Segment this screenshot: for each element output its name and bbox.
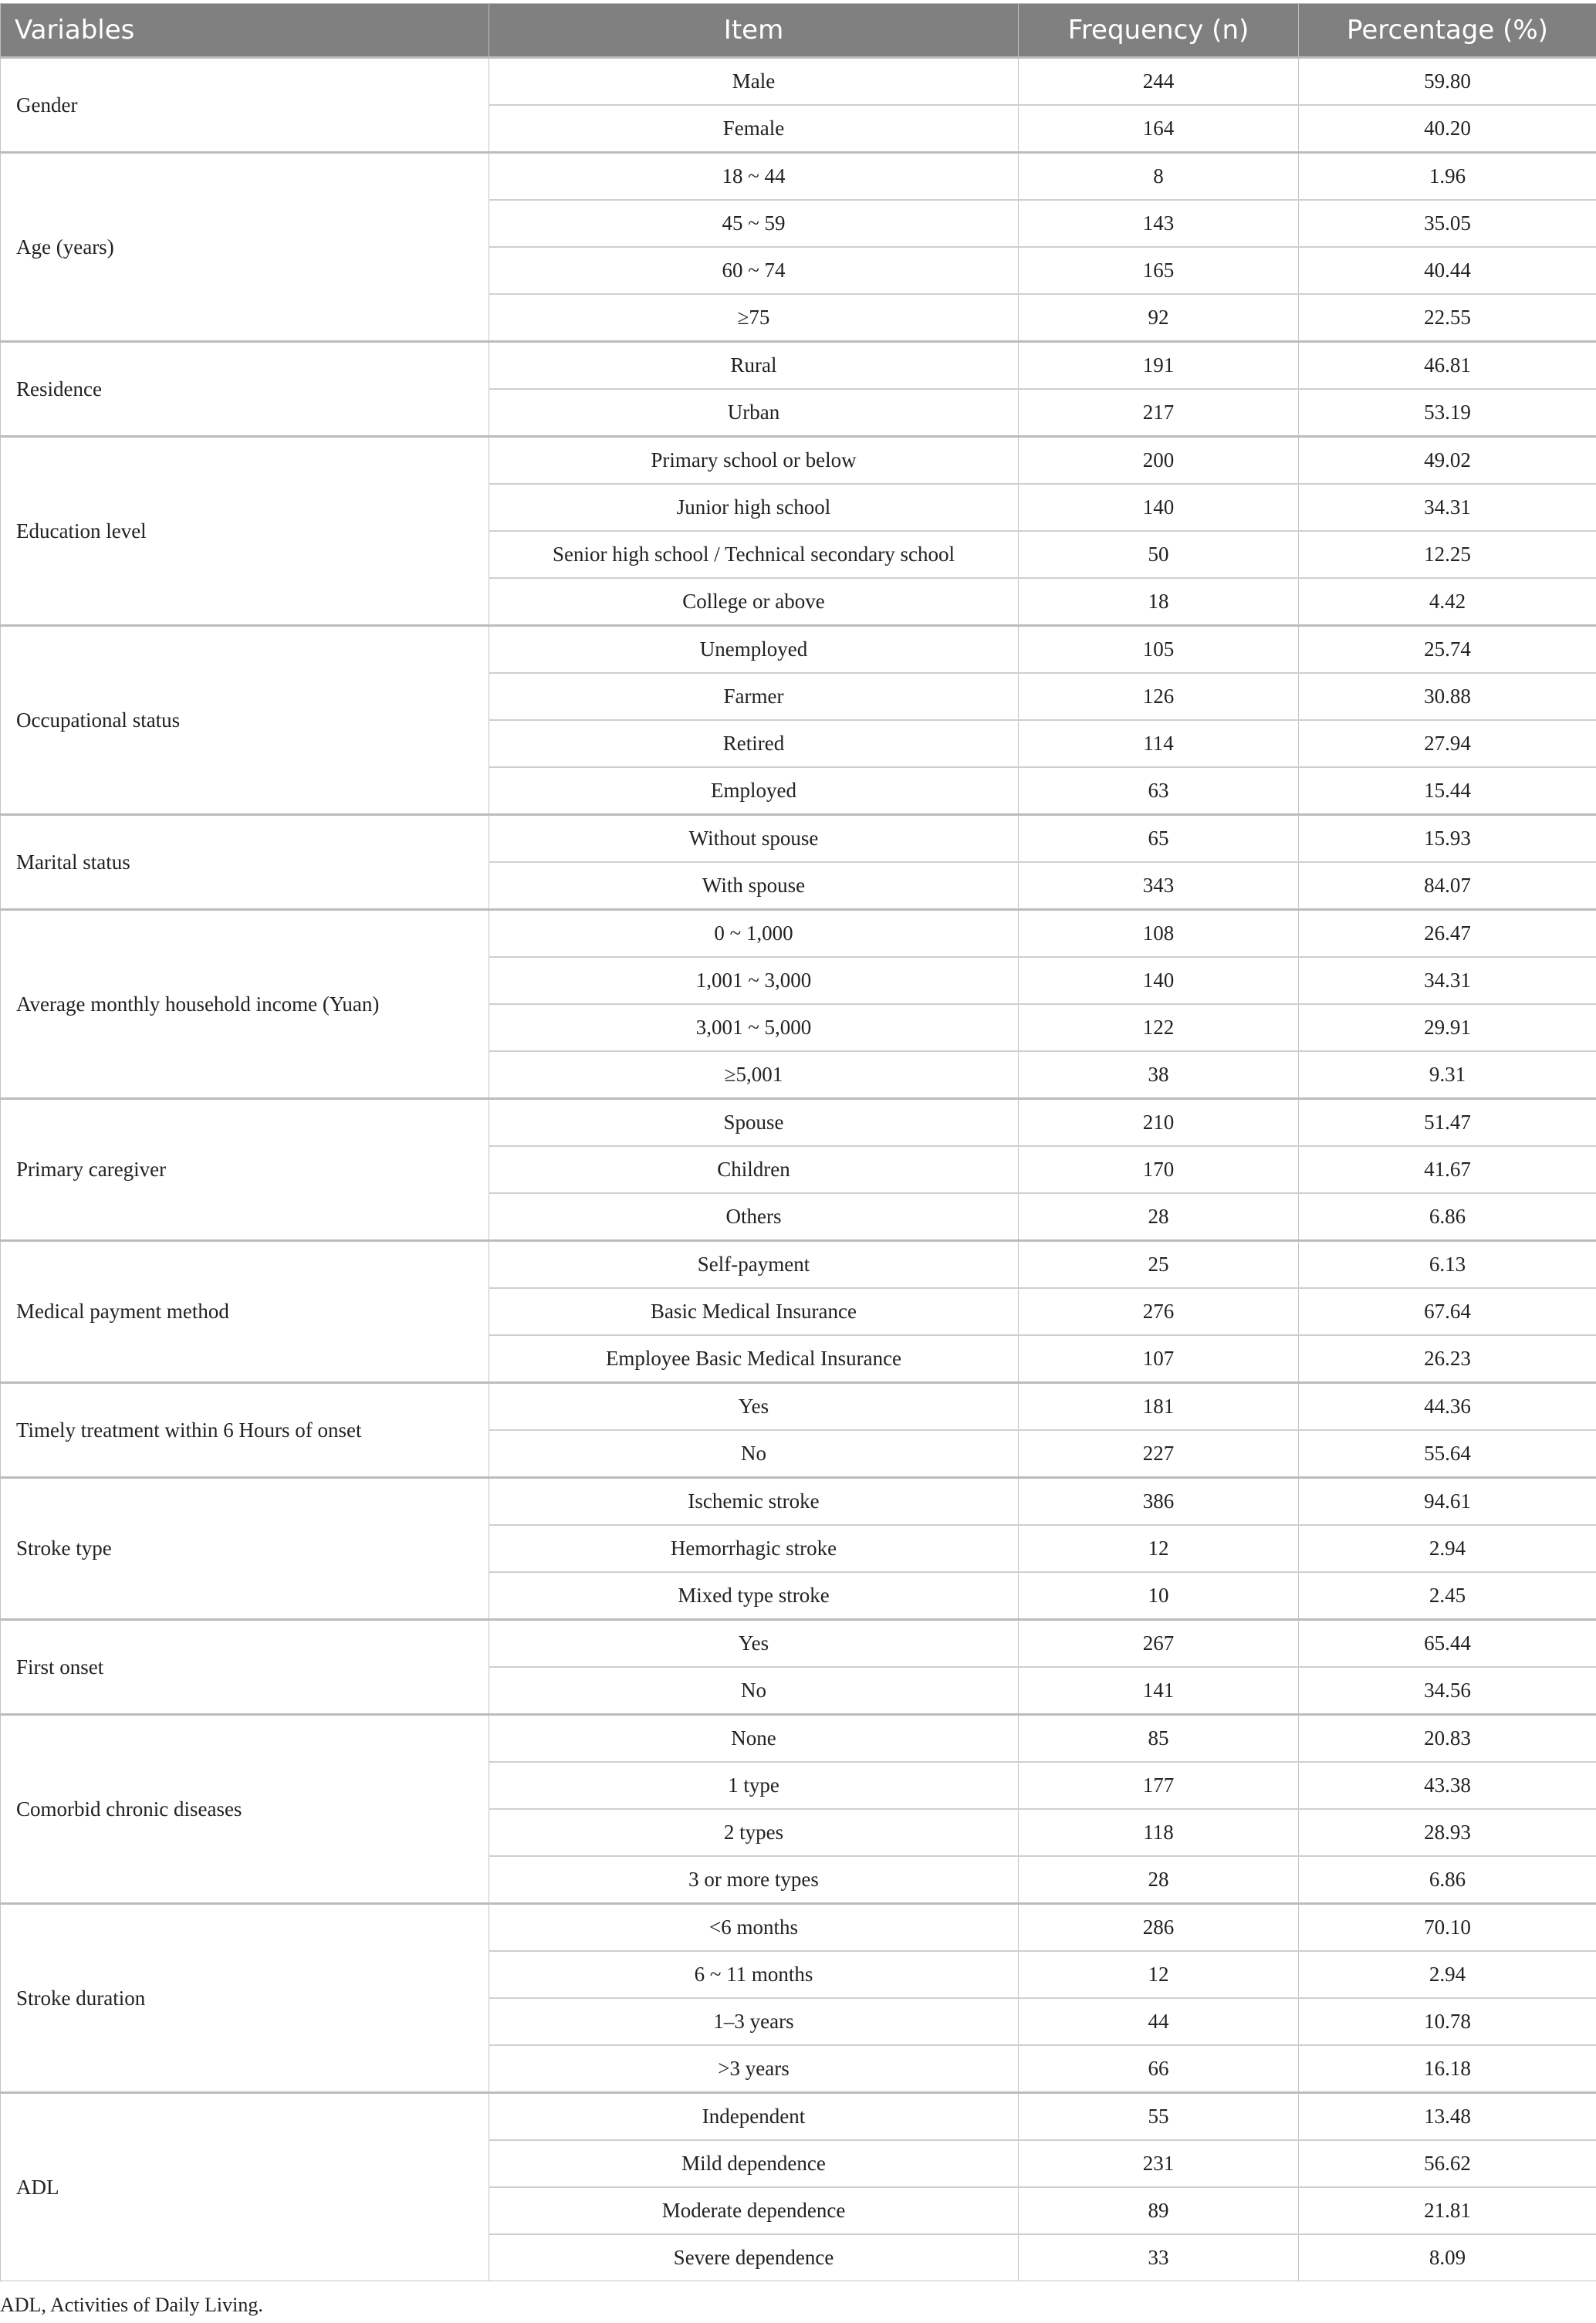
percentage-cell: 34.56	[1299, 1667, 1596, 1715]
frequency-cell: 267	[1019, 1620, 1299, 1668]
percentage-cell: 41.67	[1299, 1146, 1596, 1193]
frequency-cell: 217	[1019, 389, 1299, 437]
percentage-cell: 6.13	[1299, 1241, 1596, 1289]
table-row	[1, 1620, 1596, 1668]
variable-cell: Gender	[1, 58, 489, 153]
table-row	[1, 1715, 1596, 1763]
table-row	[1, 437, 1596, 485]
variable-cell: First onset	[1, 1620, 489, 1715]
percentage-cell: 13.48	[1299, 2093, 1596, 2141]
percentage-cell: 12.25	[1299, 531, 1596, 578]
variable-cell: Primary caregiver	[1, 1099, 489, 1241]
item-cell: Female	[489, 105, 1019, 153]
table-row	[1, 1478, 1596, 1526]
frequency-cell: 170	[1019, 1146, 1299, 1193]
frequency-cell: 50	[1019, 531, 1299, 578]
frequency-cell: 227	[1019, 1430, 1299, 1478]
percentage-cell: 26.23	[1299, 1335, 1596, 1383]
table-row	[1, 626, 1596, 674]
percentage-cell: 84.07	[1299, 862, 1596, 910]
table-row	[1, 910, 1596, 958]
header-percentage: Percentage (%)	[1299, 4, 1596, 58]
header-frequency: Frequency (n)	[1019, 4, 1299, 58]
frequency-cell: 28	[1019, 1193, 1299, 1241]
variable-cell: Comorbid chronic diseases	[1, 1715, 489, 1904]
item-cell: Mixed type stroke	[489, 1572, 1019, 1620]
percentage-cell: 70.10	[1299, 1904, 1596, 1952]
frequency-cell: 63	[1019, 767, 1299, 815]
frequency-cell: 165	[1019, 247, 1299, 294]
percentage-cell: 43.38	[1299, 1762, 1596, 1809]
percentage-cell: 44.36	[1299, 1383, 1596, 1431]
table-row	[1, 2093, 1596, 2141]
item-cell: Urban	[489, 389, 1019, 437]
item-cell: Rural	[489, 342, 1019, 390]
item-cell: >3 years	[489, 2045, 1019, 2093]
percentage-cell: 29.91	[1299, 1004, 1596, 1051]
frequency-cell: 286	[1019, 1904, 1299, 1952]
item-cell: With spouse	[489, 862, 1019, 910]
item-cell: No	[489, 1430, 1019, 1478]
table-row	[1, 1241, 1596, 1289]
variable-cell: Stroke type	[1, 1478, 489, 1620]
percentage-cell: 21.81	[1299, 2187, 1596, 2234]
percentage-cell: 20.83	[1299, 1715, 1596, 1763]
frequency-cell: 66	[1019, 2045, 1299, 2093]
item-cell: Children	[489, 1146, 1019, 1193]
frequency-cell: 114	[1019, 720, 1299, 767]
frequency-cell: 126	[1019, 673, 1299, 720]
percentage-cell: 30.88	[1299, 673, 1596, 720]
item-cell: 3,001 ~ 5,000	[489, 1004, 1019, 1051]
percentage-cell: 67.64	[1299, 1288, 1596, 1335]
percentage-cell: 22.55	[1299, 294, 1596, 342]
percentage-cell: 6.86	[1299, 1193, 1596, 1241]
item-cell: Self-payment	[489, 1241, 1019, 1289]
item-cell: Without spouse	[489, 815, 1019, 863]
item-cell: Male	[489, 58, 1019, 106]
variable-cell: Timely treatment within 6 Hours of onset	[1, 1383, 489, 1478]
frequency-cell: 191	[1019, 342, 1299, 390]
item-cell: Ischemic stroke	[489, 1478, 1019, 1526]
frequency-cell: 244	[1019, 58, 1299, 106]
variable-cell: Average monthly household income (Yuan)	[1, 910, 489, 1099]
frequency-cell: 210	[1019, 1099, 1299, 1147]
variable-cell: Education level	[1, 437, 489, 626]
footnote: ADL, Activities of Daily Living.	[0, 2294, 263, 2316]
percentage-cell: 49.02	[1299, 437, 1596, 485]
frequency-cell: 12	[1019, 1525, 1299, 1572]
frequency-cell: 38	[1019, 1051, 1299, 1099]
variable-cell: Marital status	[1, 815, 489, 910]
item-cell: 45 ~ 59	[489, 200, 1019, 247]
item-cell: Employee Basic Medical Insurance	[489, 1335, 1019, 1383]
item-cell: No	[489, 1667, 1019, 1715]
item-cell: Junior high school	[489, 484, 1019, 531]
frequency-cell: 141	[1019, 1667, 1299, 1715]
table-row	[1, 1099, 1596, 1147]
percentage-cell: 26.47	[1299, 910, 1596, 958]
frequency-cell: 107	[1019, 1335, 1299, 1383]
frequency-cell: 164	[1019, 105, 1299, 153]
item-cell: 1 type	[489, 1762, 1019, 1809]
percentage-cell: 46.81	[1299, 342, 1596, 390]
percentage-cell: 15.44	[1299, 767, 1596, 815]
variable-cell: Age (years)	[1, 153, 489, 342]
item-cell: Senior high school / Technical secondary school	[489, 531, 1019, 578]
item-cell: Employed	[489, 767, 1019, 815]
item-cell: Severe dependence	[489, 2234, 1019, 2281]
percentage-cell: 34.31	[1299, 957, 1596, 1004]
item-cell: Farmer	[489, 673, 1019, 720]
item-cell: Mild dependence	[489, 2140, 1019, 2187]
frequency-cell: 12	[1019, 1951, 1299, 1998]
frequency-cell: 65	[1019, 815, 1299, 863]
table-row	[1, 1383, 1596, 1431]
frequency-cell: 343	[1019, 862, 1299, 910]
item-cell: Yes	[489, 1620, 1019, 1668]
frequency-cell: 181	[1019, 1383, 1299, 1431]
percentage-cell: 8.09	[1299, 2234, 1596, 2281]
frequency-cell: 18	[1019, 578, 1299, 626]
item-cell: Hemorrhagic stroke	[489, 1525, 1019, 1572]
percentage-cell: 16.18	[1299, 2045, 1596, 2093]
variable-cell: Residence	[1, 342, 489, 437]
demographics-table	[0, 3, 1596, 2281]
frequency-cell: 25	[1019, 1241, 1299, 1289]
percentage-cell: 56.62	[1299, 2140, 1596, 2187]
table-row	[1, 58, 1596, 106]
variable-cell: Stroke duration	[1, 1904, 489, 2093]
percentage-cell: 1.96	[1299, 153, 1596, 201]
item-cell: None	[489, 1715, 1019, 1763]
item-cell: Spouse	[489, 1099, 1019, 1147]
frequency-cell: 177	[1019, 1762, 1299, 1809]
item-cell: College or above	[489, 578, 1019, 626]
variable-cell: Occupational status	[1, 626, 489, 815]
percentage-cell: 51.47	[1299, 1099, 1596, 1147]
percentage-cell: 2.94	[1299, 1525, 1596, 1572]
percentage-cell: 28.93	[1299, 1809, 1596, 1856]
frequency-cell: 105	[1019, 626, 1299, 674]
frequency-cell: 10	[1019, 1572, 1299, 1620]
percentage-cell: 53.19	[1299, 389, 1596, 437]
percentage-cell: 35.05	[1299, 200, 1596, 247]
frequency-cell: 108	[1019, 910, 1299, 958]
frequency-cell: 276	[1019, 1288, 1299, 1335]
percentage-cell: 65.44	[1299, 1620, 1596, 1668]
frequency-cell: 55	[1019, 2093, 1299, 2141]
frequency-cell: 33	[1019, 2234, 1299, 2281]
frequency-cell: 28	[1019, 1856, 1299, 1904]
percentage-cell: 2.94	[1299, 1951, 1596, 1998]
frequency-cell: 140	[1019, 957, 1299, 1004]
frequency-cell: 122	[1019, 1004, 1299, 1051]
percentage-cell: 10.78	[1299, 1998, 1596, 2045]
header-variables: Variables	[1, 4, 489, 58]
item-cell: 1,001 ~ 3,000	[489, 957, 1019, 1004]
variable-cell: ADL	[1, 2093, 489, 2281]
percentage-cell: 4.42	[1299, 578, 1596, 626]
item-cell: 1–3 years	[489, 1998, 1019, 2045]
item-cell: 2 types	[489, 1809, 1019, 1856]
item-cell: Primary school or below	[489, 437, 1019, 485]
percentage-cell: 40.44	[1299, 247, 1596, 294]
frequency-cell: 118	[1019, 1809, 1299, 1856]
table-row	[1, 153, 1596, 201]
item-cell: 18 ~ 44	[489, 153, 1019, 201]
percentage-cell: 6.86	[1299, 1856, 1596, 1904]
item-cell: Yes	[489, 1383, 1019, 1431]
frequency-cell: 85	[1019, 1715, 1299, 1763]
item-cell: Independent	[489, 2093, 1019, 2141]
item-cell: 3 or more types	[489, 1856, 1019, 1904]
frequency-cell: 44	[1019, 1998, 1299, 2045]
table-row	[1, 1904, 1596, 1952]
item-cell: 60 ~ 74	[489, 247, 1019, 294]
table-row	[1, 342, 1596, 390]
percentage-cell: 25.74	[1299, 626, 1596, 674]
frequency-cell: 386	[1019, 1478, 1299, 1526]
frequency-cell: 200	[1019, 437, 1299, 485]
variable-cell: Medical payment method	[1, 1241, 489, 1383]
header-item: Item	[489, 4, 1019, 58]
item-cell: Basic Medical Insurance	[489, 1288, 1019, 1335]
item-cell: ≥75	[489, 294, 1019, 342]
percentage-cell: 27.94	[1299, 720, 1596, 767]
percentage-cell: 34.31	[1299, 484, 1596, 531]
item-cell: Retired	[489, 720, 1019, 767]
percentage-cell: 55.64	[1299, 1430, 1596, 1478]
percentage-cell: 59.80	[1299, 58, 1596, 106]
frequency-cell: 143	[1019, 200, 1299, 247]
frequency-cell: 8	[1019, 153, 1299, 201]
item-cell: 0 ~ 1,000	[489, 910, 1019, 958]
header-row	[1, 4, 1596, 58]
item-cell: Moderate dependence	[489, 2187, 1019, 2234]
item-cell: 6 ~ 11 months	[489, 1951, 1019, 1998]
percentage-cell: 9.31	[1299, 1051, 1596, 1099]
item-cell: Others	[489, 1193, 1019, 1241]
frequency-cell: 231	[1019, 2140, 1299, 2187]
percentage-cell: 15.93	[1299, 815, 1596, 863]
percentage-cell: 94.61	[1299, 1478, 1596, 1526]
percentage-cell: 2.45	[1299, 1572, 1596, 1620]
item-cell: Unemployed	[489, 626, 1019, 674]
percentage-cell: 40.20	[1299, 105, 1596, 153]
frequency-cell: 92	[1019, 294, 1299, 342]
frequency-cell: 140	[1019, 484, 1299, 531]
item-cell: ≥5,001	[489, 1051, 1019, 1099]
frequency-cell: 89	[1019, 2187, 1299, 2234]
table-row	[1, 815, 1596, 863]
item-cell: <6 months	[489, 1904, 1019, 1952]
